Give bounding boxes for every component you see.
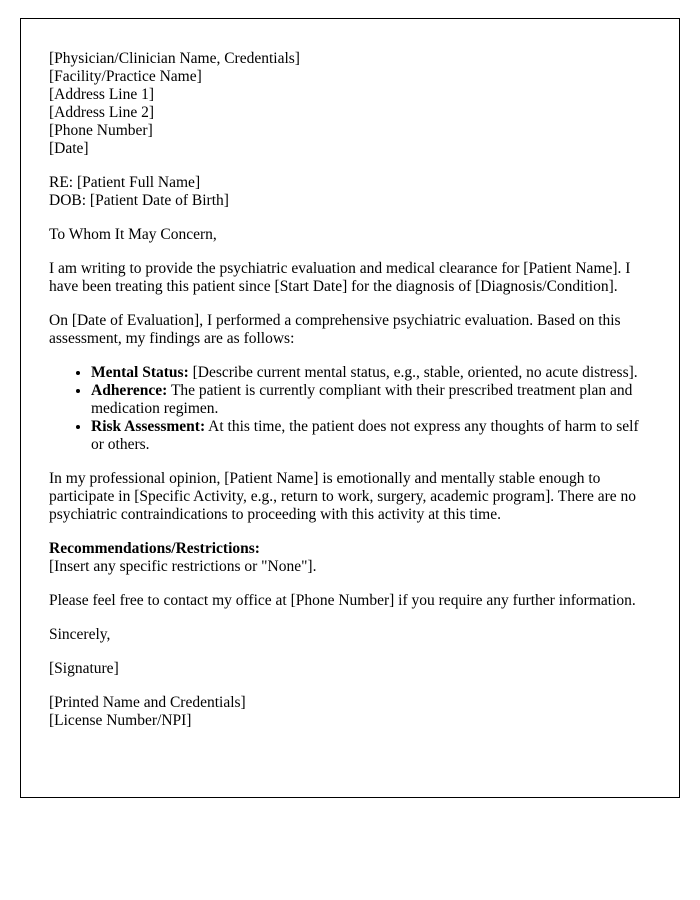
dob-line: DOB: [Patient Date of Birth] bbox=[49, 192, 229, 209]
finding-label: Risk Assessment: bbox=[91, 418, 206, 435]
sender-header bbox=[49, 50, 651, 158]
date-line: [Date] bbox=[49, 140, 89, 157]
recommendations-section bbox=[49, 540, 651, 576]
contact-paragraph: Please feel free to contact my office at [Phone Number] if you require any further information. bbox=[49, 592, 636, 609]
finding-text: The patient is currently compliant with their prescribed treatment plan and medication regimen. bbox=[91, 382, 633, 417]
opinion-paragraph: In my professional opinion, [Patient Name] is emotionally and mentally stable enough to participate in [Specific Activity, e.g., return to work, surgery, academic program]. There are no psychiatric contraindications to proceeding with this activity at this time. bbox=[49, 470, 637, 523]
address-line-2: [Address Line 2] bbox=[49, 104, 155, 121]
salutation: To Whom It May Concern, bbox=[49, 226, 217, 243]
finding-label: Adherence: bbox=[91, 382, 168, 399]
finding-mental-status bbox=[91, 364, 651, 382]
finding-text: [Describe current mental status, e.g., stable, oriented, no acute distress]. bbox=[192, 364, 638, 381]
recommendations-heading: Recommendations/Restrictions: bbox=[49, 540, 260, 557]
facility-line: [Facility/Practice Name] bbox=[49, 68, 202, 85]
patient-reference bbox=[49, 174, 651, 210]
finding-label: Mental Status: bbox=[91, 364, 189, 381]
intro-paragraph: I am writing to provide the psychiatric evaluation and medical clearance for [Patient Name]. I have been treating this patient since [Start Date] for the diagnosis of [Diagnosis/Condition]. bbox=[49, 260, 631, 295]
license-line: [License Number/NPI] bbox=[49, 712, 192, 729]
signature-block bbox=[49, 694, 651, 730]
phone-line: [Phone Number] bbox=[49, 122, 153, 139]
closing: Sincerely, bbox=[49, 626, 111, 643]
printed-name-line: [Printed Name and Credentials] bbox=[49, 694, 246, 711]
signature-placeholder: [Signature] bbox=[49, 660, 119, 677]
findings-list bbox=[49, 364, 651, 454]
evaluation-paragraph: On [Date of Evaluation], I performed a comprehensive psychiatric evaluation. Based on this assessment, my findings are as follows: bbox=[49, 312, 621, 347]
finding-adherence bbox=[91, 382, 651, 418]
address-line-1: [Address Line 1] bbox=[49, 86, 155, 103]
finding-text: At this time, the patient does not express any thoughts of harm to self or others. bbox=[91, 418, 639, 453]
recommendations-text: [Insert any specific restrictions or "None"]. bbox=[49, 558, 317, 575]
finding-risk-assessment bbox=[91, 418, 651, 454]
letter-page bbox=[20, 18, 680, 798]
sender-name-line: [Physician/Clinician Name, Credentials] bbox=[49, 50, 300, 67]
re-line: RE: [Patient Full Name] bbox=[49, 174, 201, 191]
